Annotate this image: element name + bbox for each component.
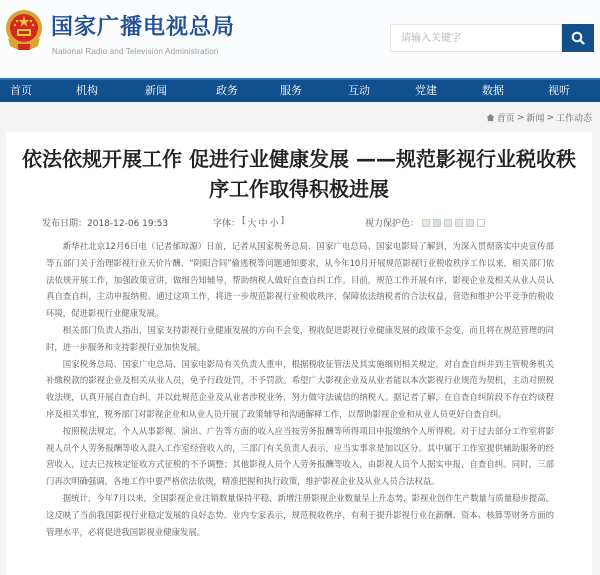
breadcrumb-bar — [0, 102, 600, 132]
national-emblem-icon[interactable] — [4, 8, 44, 54]
eye-protection-label: 视力保护色： — [365, 219, 420, 229]
nav-item-services[interactable]: 服务 — [280, 84, 302, 97]
paragraph: 按照税法规定，个人从事影视、演出、广告等方面的收入应当按劳务报酬等所得项目申报缴纳个人所得税。对于过去部分工作室将影视人员个人劳务报酬等收入混入工作室经营收入的，三部门有关负责人表示，应当实事求是加以区分。其中属于工作室提供辅助服务的经营收入，过去已按核定征收方式征税的不予调整；其他影视人员个人劳务报酬等收入，由影视人员个人据实申报，自查自纠。同时，三部门再次明确强调，各地工作中要严格依法依规，精准把握和执行政策，维护影视企业及从业人员合法权益。 — [46, 425, 554, 487]
publish-date-label: 发布日期： — [42, 219, 88, 229]
breadcrumb-news[interactable]: 新闻 — [526, 114, 545, 124]
nav-item-party-building[interactable]: 党建 — [415, 84, 437, 97]
page-gutter — [592, 132, 600, 575]
breadcrumb — [486, 111, 592, 124]
eye-protection-colors — [365, 216, 485, 229]
breadcrumb-work-updates[interactable]: 工作动态 — [555, 114, 592, 124]
article-title: 依法依规开展工作 促进行业健康发展 ——规范影视行业税收秩序工作取得积极进展 — [22, 147, 576, 201]
paragraph: 国家税务总局、国家广电总局、国家电影局有关负责人重申，根据税收征管法及其实施细则相关规定，对自查自纠并到主管税务机关补缴税款的影视企业及相关从业人员，免予行政处罚，不予罚款。希望广大影视企业及从业者能以本次影视行业规范为契机，主动对照税收法规，认真开展自查自纠，并以此规范企业及从业者涉税业务，努力做守法诚信的纳税人。据记者了解，在自查自纠阶段不存在约谈程序及相关事宜，税务部门对影视企业和从业人员开展了政策辅导和沟通解释工作，以帮助影视企业和从业人员更好自查自纠。 — [46, 358, 554, 419]
eye-color-swatch-blue[interactable] — [433, 219, 441, 227]
eye-color-swatch-gray-1[interactable] — [444, 219, 452, 227]
site-subtitle: National Radio and Television Administration — [52, 47, 219, 56]
search-input[interactable] — [391, 25, 561, 51]
eye-color-swatch-gray-3[interactable] — [466, 219, 474, 227]
article-panel — [6, 132, 592, 575]
font-size-control — [213, 216, 284, 229]
article-body — [46, 238, 554, 540]
font-size-small-button[interactable]: 小 — [269, 219, 279, 229]
nav-item-organization[interactable]: 机构 — [76, 84, 98, 97]
nav-item-news[interactable]: 新闻 — [145, 84, 167, 97]
nav-item-data[interactable]: 数据 — [482, 84, 504, 97]
breadcrumb-separator: > — [546, 112, 554, 123]
search-box — [390, 24, 562, 52]
main-nav — [0, 78, 600, 102]
font-size-label: 字体： — [213, 219, 241, 229]
nav-item-audiovisual[interactable]: 视听 — [548, 84, 570, 97]
nav-item-interaction[interactable]: 互动 — [348, 84, 370, 97]
eye-color-swatch-green[interactable] — [422, 219, 430, 227]
home-icon — [486, 113, 495, 122]
publish-date-value: 2018-12-06 19:53 — [87, 219, 169, 229]
paragraph: 新华社北京12月6日电（记者郁琼源）日前，记者从国家税务总局、国家广电总局、国家电影局了解到，为深入贯彻落实中央宣传部等五部门关于治理影视行业天价片酬、“阴阳合同”偷逃税等问题通知要求，从今年10月开展规范影视行业税收秩序工作以来，相关部门依法依规开展工作，加强政策宣讲，做细告知辅导，帮助纳税人做好自查自纠工作。目前，规范工作开展有序，影视企业及相关从业人员认真自查自纠，主动申报纳税。通过这项工作，将进一步规范影视行业税收秩序，保障依法纳税者的合法权益，营造和维护公平竞争的税收环境，促进影视行业健康发展。 — [46, 241, 554, 319]
publish-date — [42, 216, 168, 229]
breadcrumb-home[interactable]: 首页 — [496, 114, 515, 124]
search-button[interactable] — [562, 24, 594, 52]
paragraph: 相关部门负责人指出，国家支持影视行业健康发展的方向不会变，税收促进影视行业健康发展的政策不会变，而且将在规范管理的同时，进一步服务和支持影视行业加快发展。 — [46, 324, 554, 352]
nav-item-home[interactable]: 首页 — [10, 84, 32, 97]
breadcrumb-separator: > — [516, 112, 525, 123]
eye-color-swatch-white[interactable] — [477, 219, 485, 227]
font-bracket-open: [ — [242, 216, 246, 226]
search-icon — [571, 31, 585, 45]
nav-item-government-affairs[interactable]: 政务 — [216, 84, 238, 97]
paragraph: 据统计，今年7月以来，全国影视企业注销数量保持平稳，新增注册影视企业数量呈上升态势，影视业创作生产数量与质量稳步提高。这反映了当前我国影视行业稳定发展的良好态势。业内专家表示，规范税收秩序，有利于提升影视行业在薪酬、资本、核算等财务方面的管理水平，必将促进我国影视业健康发展。 — [46, 492, 554, 537]
site-title[interactable]: 国家广播电视总局 — [51, 15, 236, 40]
font-bracket-close: ] — [280, 216, 285, 226]
site-header — [0, 0, 600, 78]
eye-color-swatch-gray-2[interactable] — [455, 219, 463, 227]
font-size-medium-button[interactable]: 中 — [258, 219, 268, 229]
font-size-large-button[interactable]: 大 — [247, 219, 257, 229]
